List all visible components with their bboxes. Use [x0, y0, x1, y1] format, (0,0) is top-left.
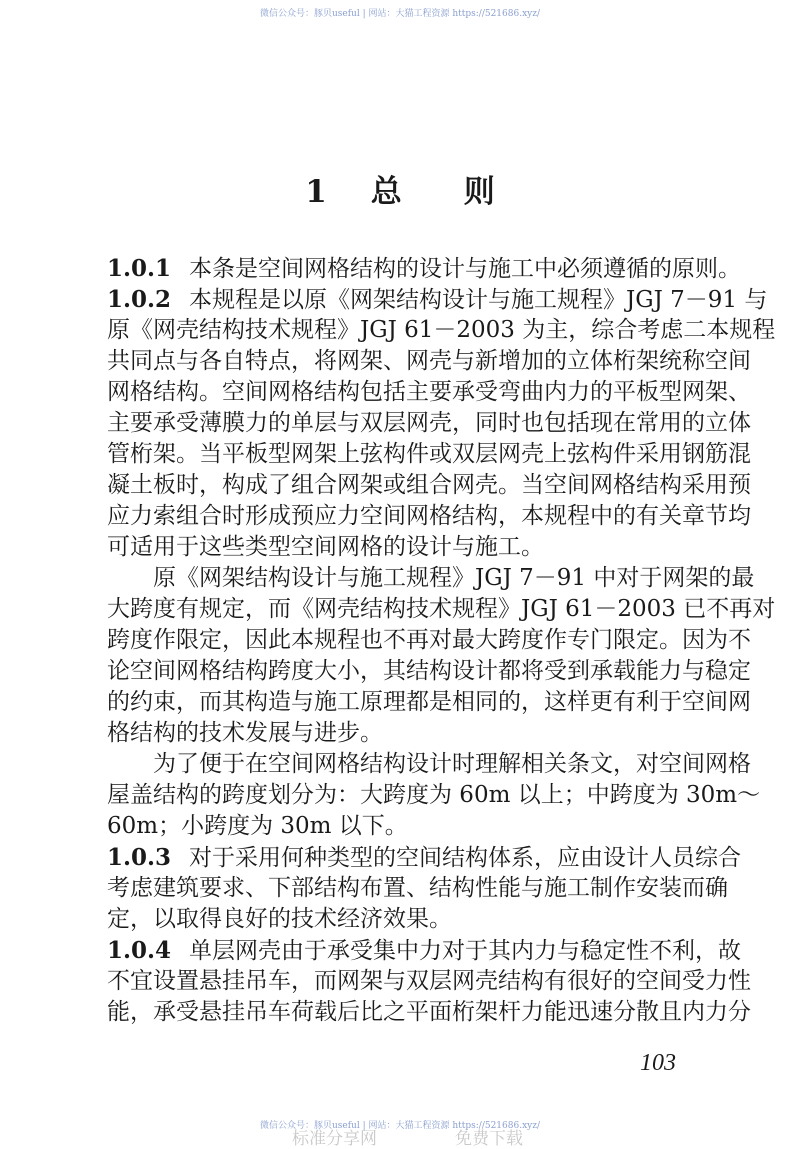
line-text: 本规程是以原《网架结构设计与施工规程》JGJ 7－91 与: [189, 287, 768, 313]
chapter-title: [0, 166, 800, 211]
chapter-title-char-2: 则: [463, 174, 495, 210]
clause-number: 1.0.3: [107, 844, 172, 871]
line-text: 原《网壳结构技术规程》JGJ 61－2003 为主，综合考虑二本规程: [107, 317, 776, 343]
line-text: 主要承受薄膜力的单层与双层网壳，同时也包括现在常用的立体: [107, 410, 751, 436]
watermark-top: 微信公众号：豚贝useful | 网站：大猫工程资源 https://521686.xyz/: [259, 9, 541, 19]
text-line: [107, 749, 751, 780]
text-line: [107, 315, 776, 346]
line-text: 单层网壳由于承受集中力对于其内力与稳定性不利，故: [189, 938, 742, 964]
line-text: 定，以取得良好的技术经济效果。: [107, 906, 452, 932]
text-line: [107, 408, 751, 439]
text-line: [107, 997, 751, 1028]
text-line: [107, 594, 776, 625]
text-line: [107, 687, 751, 718]
text-line: [107, 563, 755, 594]
line-text: 本条是空间网格结构的设计与施工中必须遵循的原则。: [189, 256, 742, 282]
text-line: [107, 377, 751, 408]
clause-number: 1.0.1: [107, 255, 172, 282]
clause-number: 1.0.4: [107, 937, 172, 964]
text-line: [107, 718, 700, 749]
text-line: [107, 439, 751, 470]
text-line: [107, 532, 700, 563]
text-line: [107, 625, 751, 656]
text-line: [107, 811, 700, 842]
text-line: [107, 346, 751, 377]
line-text: 的约束，而其构造与施工原理都是相同的，这样更有利于空间网: [107, 689, 751, 715]
line-text: 应力索组合时形成预应力空间网格结构，本规程中的有关章节均: [107, 503, 751, 529]
line-text: 共同点与各自特点，将网架、网壳与新增加的立体桁架统称空间: [107, 348, 751, 374]
text-line: [107, 966, 751, 997]
line-text: 屋盖结构的跨度划分为：大跨度为 60m 以上；中跨度为 30m～: [107, 782, 761, 808]
line-text: 能，承受悬挂吊车荷载后比之平面桁架杆力能迅速分散且内力分: [107, 999, 751, 1025]
text-line: [107, 904, 700, 935]
watermark-right: 免费下载: [455, 1129, 523, 1149]
page-number: 103: [640, 1050, 676, 1076]
line-text: 大跨度有规定，而《网壳结构技术规程》JGJ 61－2003 已不再对: [107, 596, 776, 622]
watermark-left: 标准分享网: [292, 1129, 377, 1149]
clause-line: [107, 284, 768, 315]
line-text: 不宜设置悬挂吊车，而网架与双层网壳结构有很好的空间受力性: [107, 968, 751, 994]
line-text: 格结构的技术发展与进步。: [107, 720, 383, 746]
line-text: 论空间网格结构跨度大小，其结构设计都将受到承载能力与稳定: [107, 658, 751, 684]
clause-line: [107, 842, 742, 873]
text-line: [107, 501, 751, 532]
chapter-title-char-1: 总: [370, 174, 402, 210]
line-text: 凝土板时，构成了组合网架或组合网壳。当空间网格结构采用预: [107, 472, 751, 498]
line-text: 原《网架结构设计与施工规程》JGJ 7－91 中对于网架的最: [153, 565, 755, 591]
line-text: 可适用于这些类型空间网格的设计与施工。: [107, 534, 544, 560]
line-text: 为了便于在空间网格结构设计时理解相关条文，对空间网格: [153, 751, 751, 777]
clause-line: [107, 935, 742, 966]
line-text: 对于采用何种类型的空间结构体系，应由设计人员综合: [189, 845, 742, 871]
line-text: 网格结构。空间网格结构包括主要承受弯曲内力的平板型网架、: [107, 379, 751, 405]
line-text: 跨度作限定，因此本规程也不再对最大跨度作专门限定。因为不: [107, 627, 751, 653]
document-body: [107, 253, 776, 1028]
line-text: 考虑建筑要求、下部结构布置、结构性能与施工制作安装而确: [107, 875, 728, 901]
line-text: 管桁架。当平板型网架上弦构件或双层网壳上弦构件采用钢筋混: [107, 441, 751, 467]
text-line: [107, 470, 751, 501]
clause-line: [107, 253, 742, 284]
watermark-bottom: 微信公众号：豚贝useful | 网站：大猫工程资源 https://521686.xyz/: [259, 1121, 541, 1131]
text-line: [107, 873, 728, 904]
text-line: [107, 656, 751, 687]
line-text: 60m；小跨度为 30m 以下。: [107, 813, 408, 839]
chapter-number: 1: [305, 174, 327, 210]
clause-number: 1.0.2: [107, 286, 172, 313]
text-line: [107, 780, 761, 811]
